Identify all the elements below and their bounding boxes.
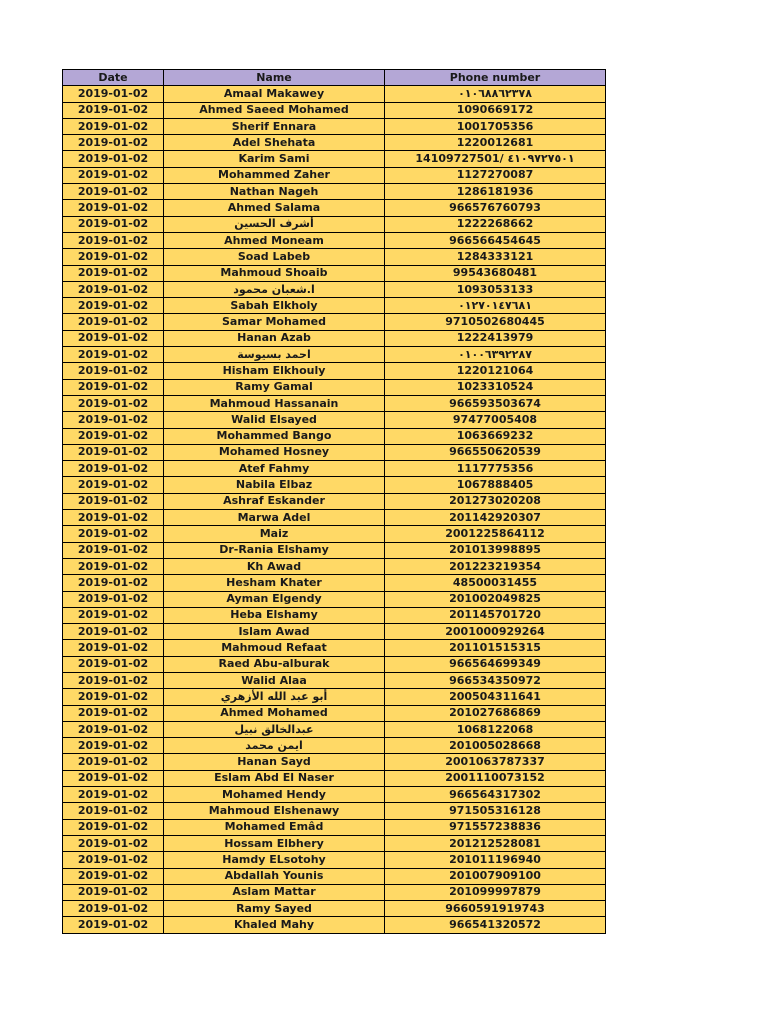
date-cell: 2019-01-02 <box>63 363 164 379</box>
date-cell: 2019-01-02 <box>63 787 164 803</box>
table-row <box>63 281 606 297</box>
name-cell: عبدالخالق نبيل <box>164 721 385 737</box>
name-cell: Soad Labeb <box>164 249 385 265</box>
name-cell: Walid Alaa <box>164 672 385 688</box>
phone-cell: 966564699349 <box>385 656 606 672</box>
table-row <box>63 558 606 574</box>
table-row <box>63 917 606 933</box>
table-row <box>63 477 606 493</box>
date-cell: 2019-01-02 <box>63 249 164 265</box>
date-cell: 2019-01-02 <box>63 118 164 134</box>
table-row <box>63 526 606 542</box>
phone-cell: 1222268662 <box>385 216 606 232</box>
table-row <box>63 656 606 672</box>
phone-cell: 1220012681 <box>385 135 606 151</box>
phone-cell: 1284333121 <box>385 249 606 265</box>
date-cell: 2019-01-02 <box>63 656 164 672</box>
table-row <box>63 672 606 688</box>
table-row <box>63 314 606 330</box>
phone-cell: 201011196940 <box>385 852 606 868</box>
column-header-phone: Phone number <box>385 70 606 86</box>
name-cell: Hamdy ELsotohy <box>164 852 385 868</box>
phone-cell: 1068122068 <box>385 721 606 737</box>
name-cell: Hesham Khater <box>164 575 385 591</box>
name-cell: Ahmed Mohamed <box>164 705 385 721</box>
phone-cell: 201145701720 <box>385 607 606 623</box>
phone-cell: 1090669172 <box>385 102 606 118</box>
table-row <box>63 819 606 835</box>
table-row <box>63 347 606 363</box>
name-cell: Marwa Adel <box>164 510 385 526</box>
name-cell: Ayman Elgendy <box>164 591 385 607</box>
phone-cell: 48500031455 <box>385 575 606 591</box>
column-header-name: Name <box>164 70 385 86</box>
name-cell: Hisham Elkhouly <box>164 363 385 379</box>
contacts-table <box>62 69 606 934</box>
table-row <box>63 232 606 248</box>
date-cell: 2019-01-02 <box>63 86 164 102</box>
phone-cell: 966564317302 <box>385 787 606 803</box>
phone-cell: ٠١٠٠٦٣٩٢٢٨٧ <box>385 347 606 363</box>
phone-cell: 971505316128 <box>385 803 606 819</box>
name-cell: Abdallah Younis <box>164 868 385 884</box>
date-cell: 2019-01-02 <box>63 868 164 884</box>
date-cell: 2019-01-02 <box>63 281 164 297</box>
name-cell: Walid Elsayed <box>164 412 385 428</box>
table-row <box>63 412 606 428</box>
table-row <box>63 852 606 868</box>
name-cell: Islam Awad <box>164 624 385 640</box>
phone-cell: 99543680481 <box>385 265 606 281</box>
name-cell: Ahmed Salama <box>164 200 385 216</box>
name-cell: Mohammed Zaher <box>164 167 385 183</box>
table-row <box>63 884 606 900</box>
table-row <box>63 835 606 851</box>
phone-cell: ٠١٠٦٨٨٦٢٣٧٨ <box>385 86 606 102</box>
phone-cell: 966534350972 <box>385 672 606 688</box>
phone-cell: 966550620539 <box>385 444 606 460</box>
name-cell: Aslam Mattar <box>164 884 385 900</box>
name-cell: Kh Awad <box>164 558 385 574</box>
phone-cell: 201212528081 <box>385 835 606 851</box>
phone-cell: 966566454645 <box>385 232 606 248</box>
date-cell: 2019-01-02 <box>63 901 164 917</box>
phone-cell: 9660591919743 <box>385 901 606 917</box>
date-cell: 2019-01-02 <box>63 705 164 721</box>
name-cell: ا.شعبان محمود <box>164 281 385 297</box>
name-cell: Mohammed Bango <box>164 428 385 444</box>
phone-cell: 201099997879 <box>385 884 606 900</box>
phone-cell: 2001110073152 <box>385 770 606 786</box>
date-cell: 2019-01-02 <box>63 526 164 542</box>
name-cell: Ramy Gamal <box>164 379 385 395</box>
phone-cell: 1286181936 <box>385 184 606 200</box>
table-row <box>63 330 606 346</box>
date-cell: 2019-01-02 <box>63 917 164 933</box>
date-cell: 2019-01-02 <box>63 510 164 526</box>
name-cell: Nabila Elbaz <box>164 477 385 493</box>
date-cell: 2019-01-02 <box>63 444 164 460</box>
table-row <box>63 754 606 770</box>
date-cell: 2019-01-02 <box>63 184 164 200</box>
column-header-date: Date <box>63 70 164 86</box>
date-cell: 2019-01-02 <box>63 738 164 754</box>
table-row <box>63 738 606 754</box>
table-row <box>63 102 606 118</box>
name-cell: أشرف الحسين <box>164 216 385 232</box>
table-row <box>63 542 606 558</box>
table-row <box>63 444 606 460</box>
phone-cell: 1001705356 <box>385 118 606 134</box>
phone-cell: 201027686869 <box>385 705 606 721</box>
date-cell: 2019-01-02 <box>63 314 164 330</box>
date-cell: 2019-01-02 <box>63 689 164 705</box>
date-cell: 2019-01-02 <box>63 135 164 151</box>
table-row <box>63 167 606 183</box>
date-cell: 2019-01-02 <box>63 200 164 216</box>
name-cell: Amaal Makawey <box>164 86 385 102</box>
phone-cell: 14109727501/ ٤١٠٩٧٢٧٥٠١ <box>385 151 606 167</box>
phone-cell: 2001063787337 <box>385 754 606 770</box>
table-row <box>63 265 606 281</box>
date-cell: 2019-01-02 <box>63 542 164 558</box>
phone-cell: 1067888405 <box>385 477 606 493</box>
table-row <box>63 803 606 819</box>
table-row <box>63 395 606 411</box>
date-cell: 2019-01-02 <box>63 754 164 770</box>
name-cell: Nathan Nageh <box>164 184 385 200</box>
phone-cell: 2001000929264 <box>385 624 606 640</box>
name-cell: Eslam Abd El Naser <box>164 770 385 786</box>
date-cell: 2019-01-02 <box>63 672 164 688</box>
name-cell: Mohamed Hendy <box>164 787 385 803</box>
name-cell: Ashraf Eskander <box>164 493 385 509</box>
date-cell: 2019-01-02 <box>63 591 164 607</box>
table-row <box>63 298 606 314</box>
phone-cell: 201142920307 <box>385 510 606 526</box>
phone-cell: 966593503674 <box>385 395 606 411</box>
table-row <box>63 135 606 151</box>
date-cell: 2019-01-02 <box>63 884 164 900</box>
date-cell: 2019-01-02 <box>63 395 164 411</box>
phone-cell: 966541320572 <box>385 917 606 933</box>
date-cell: 2019-01-02 <box>63 575 164 591</box>
date-cell: 2019-01-02 <box>63 151 164 167</box>
name-cell: Ahmed Saeed Mohamed <box>164 102 385 118</box>
table-row <box>63 607 606 623</box>
phone-cell: 201101515315 <box>385 640 606 656</box>
date-cell: 2019-01-02 <box>63 770 164 786</box>
table-row <box>63 575 606 591</box>
date-cell: 2019-01-02 <box>63 102 164 118</box>
date-cell: 2019-01-02 <box>63 428 164 444</box>
table-row <box>63 721 606 737</box>
phone-cell: 1023310524 <box>385 379 606 395</box>
date-cell: 2019-01-02 <box>63 493 164 509</box>
date-cell: 2019-01-02 <box>63 265 164 281</box>
name-cell: Adel Shehata <box>164 135 385 151</box>
date-cell: 2019-01-02 <box>63 852 164 868</box>
table-row <box>63 624 606 640</box>
header-row <box>63 70 606 86</box>
table-row <box>63 461 606 477</box>
date-cell: 2019-01-02 <box>63 607 164 623</box>
name-cell: ايمن محمد <box>164 738 385 754</box>
table-row <box>63 510 606 526</box>
table-row <box>63 184 606 200</box>
name-cell: Hanan Sayd <box>164 754 385 770</box>
phone-cell: 1063669232 <box>385 428 606 444</box>
name-cell: Ahmed Moneam <box>164 232 385 248</box>
table-body <box>63 86 606 933</box>
phone-cell: 966576760793 <box>385 200 606 216</box>
date-cell: 2019-01-02 <box>63 558 164 574</box>
table-row <box>63 428 606 444</box>
table-row <box>63 200 606 216</box>
table-row <box>63 689 606 705</box>
phone-cell: 201005028668 <box>385 738 606 754</box>
name-cell: Karim Sami <box>164 151 385 167</box>
table-row <box>63 591 606 607</box>
phone-cell: 201223219354 <box>385 558 606 574</box>
phone-cell: 1220121064 <box>385 363 606 379</box>
date-cell: 2019-01-02 <box>63 461 164 477</box>
date-cell: 2019-01-02 <box>63 216 164 232</box>
name-cell: أبو عبد الله الأزهري <box>164 689 385 705</box>
name-cell: Sherif Ennara <box>164 118 385 134</box>
date-cell: 2019-01-02 <box>63 167 164 183</box>
table-row <box>63 151 606 167</box>
table-row <box>63 118 606 134</box>
date-cell: 2019-01-02 <box>63 379 164 395</box>
name-cell: Mahmoud Shoaib <box>164 265 385 281</box>
name-cell: Sabah Elkholy <box>164 298 385 314</box>
phone-cell: 1127270087 <box>385 167 606 183</box>
date-cell: 2019-01-02 <box>63 232 164 248</box>
date-cell: 2019-01-02 <box>63 412 164 428</box>
table-row <box>63 787 606 803</box>
name-cell: Ramy Sayed <box>164 901 385 917</box>
phone-cell: 201007909100 <box>385 868 606 884</box>
phone-cell: 9710502680445 <box>385 314 606 330</box>
phone-cell: ٠١٢٧٠١٤٧٦٨١ <box>385 298 606 314</box>
phone-cell: 200504311641 <box>385 689 606 705</box>
name-cell: Raed Abu-alburak <box>164 656 385 672</box>
phone-cell: 2001225864112 <box>385 526 606 542</box>
table-row <box>63 705 606 721</box>
table-row <box>63 640 606 656</box>
date-cell: 2019-01-02 <box>63 298 164 314</box>
date-cell: 2019-01-02 <box>63 347 164 363</box>
name-cell: Mahmoud Hassanain <box>164 395 385 411</box>
name-cell: Hossam Elbhery <box>164 835 385 851</box>
table-row <box>63 249 606 265</box>
phone-cell: 1093053133 <box>385 281 606 297</box>
phone-cell: 201273020208 <box>385 493 606 509</box>
phone-cell: 1222413979 <box>385 330 606 346</box>
table-row <box>63 86 606 102</box>
name-cell: Maiz <box>164 526 385 542</box>
date-cell: 2019-01-02 <box>63 819 164 835</box>
phone-cell: 201002049825 <box>385 591 606 607</box>
name-cell: Dr-Rania Elshamy <box>164 542 385 558</box>
name-cell: Atef Fahmy <box>164 461 385 477</box>
table-header <box>63 70 606 86</box>
name-cell: Heba Elshamy <box>164 607 385 623</box>
phone-cell: 1117775356 <box>385 461 606 477</box>
name-cell: Hanan Azab <box>164 330 385 346</box>
name-cell: Mahmoud Elshenawy <box>164 803 385 819</box>
date-cell: 2019-01-02 <box>63 330 164 346</box>
phone-cell: 971557238836 <box>385 819 606 835</box>
table-row <box>63 901 606 917</box>
name-cell: Mohamed Hosney <box>164 444 385 460</box>
table-row <box>63 493 606 509</box>
date-cell: 2019-01-02 <box>63 640 164 656</box>
table-row <box>63 868 606 884</box>
date-cell: 2019-01-02 <box>63 803 164 819</box>
name-cell: احمد بسيوسة <box>164 347 385 363</box>
date-cell: 2019-01-02 <box>63 624 164 640</box>
table-row <box>63 770 606 786</box>
table-row <box>63 216 606 232</box>
name-cell: Mahmoud Refaat <box>164 640 385 656</box>
name-cell: Mohamed Emâd <box>164 819 385 835</box>
name-cell: Samar Mohamed <box>164 314 385 330</box>
table-row <box>63 363 606 379</box>
name-cell: Khaled Mahy <box>164 917 385 933</box>
phone-cell: 97477005408 <box>385 412 606 428</box>
date-cell: 2019-01-02 <box>63 835 164 851</box>
date-cell: 2019-01-02 <box>63 477 164 493</box>
table-row <box>63 379 606 395</box>
phone-cell: 201013998895 <box>385 542 606 558</box>
date-cell: 2019-01-02 <box>63 721 164 737</box>
